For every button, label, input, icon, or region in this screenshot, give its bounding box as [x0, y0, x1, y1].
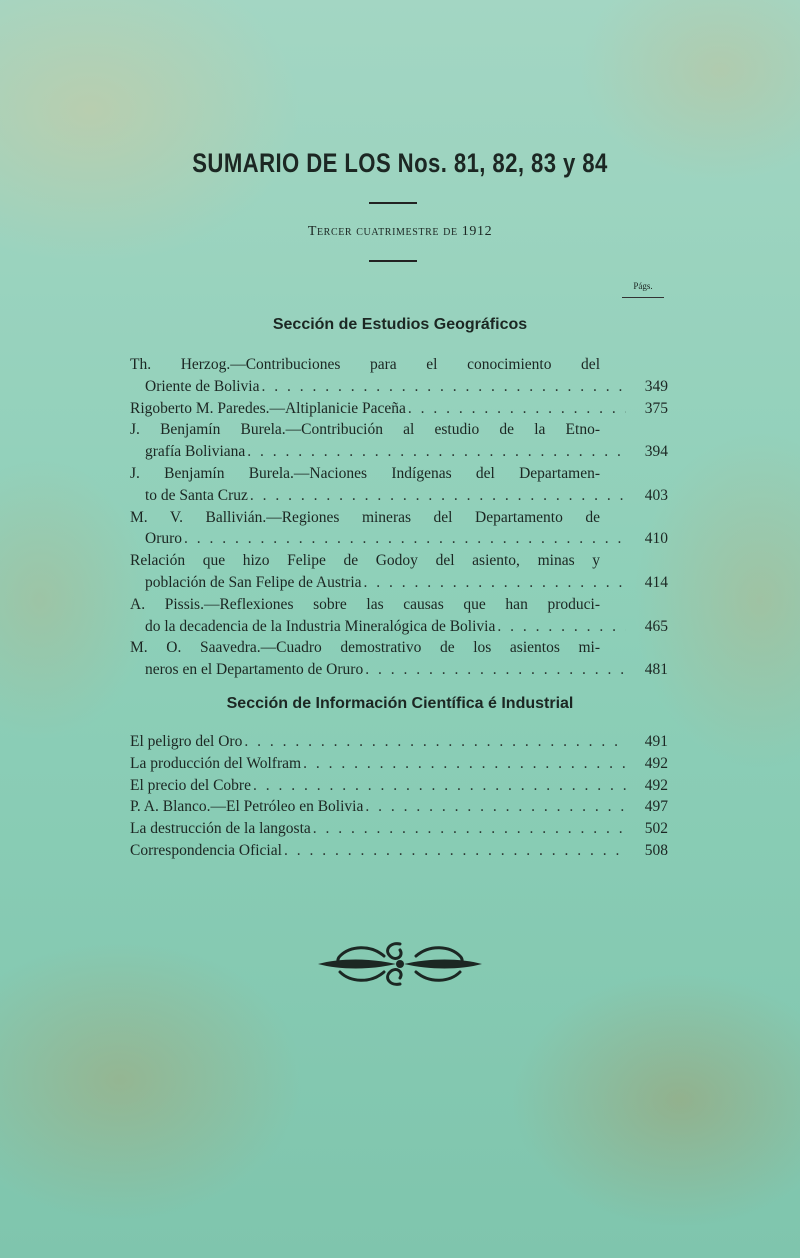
toc-page-number: 481 [644, 661, 668, 679]
toc-entry-text: M. O. Saavedra.—Cuadro demostrativo de los asientos mi- [130, 639, 600, 657]
subtitle-rule [369, 260, 417, 262]
dot-leader [365, 796, 626, 818]
toc-entry-text: Th. Herzog.—Contribuciones para el conocimiento del [130, 356, 600, 373]
toc-page-number: 497 [644, 798, 668, 816]
toc-entry-text: Relación que hizo Felipe de Godoy del asiento, minas y [130, 552, 600, 570]
toc-page-number: 465 [644, 617, 668, 635]
toc-entry-line [130, 731, 668, 753]
toc-entry-text: do la decadencia de la Industria Mineralógica de Bolivia [145, 617, 496, 635]
toc-entry-line [130, 572, 668, 594]
toc-entry-text: población de San Felipe de Austria [145, 573, 362, 591]
toc-entry-text: M. V. Ballivián.—Regiones mineras del Departamento de [130, 508, 600, 526]
toc-page-number: 492 [644, 754, 668, 772]
pages-column-label: Págs. [633, 281, 653, 291]
toc-page-number: 492 [644, 776, 668, 794]
subtitle-text: Tercer cuatrimestre de 1912 [307, 224, 493, 239]
toc-entry-text: Correspondencia Oficial [130, 841, 282, 859]
toc-entry-text: A. Pissis.—Reflexiones sobre las causas que han produci- [130, 595, 600, 613]
title-rule [369, 202, 417, 204]
toc-entry-line [130, 796, 668, 818]
dot-leader [244, 731, 626, 753]
toc-page-number: 394 [644, 443, 668, 461]
dot-leader [184, 528, 626, 550]
toc-page-number: 491 [644, 733, 668, 750]
page-title: SUMARIO DE LOS Nos. 81, 82, 83 y 84 [192, 148, 608, 178]
section-heading-geographic: Sección de Estudios Geográficos [272, 316, 528, 333]
dot-leader [303, 753, 626, 775]
toc-entry-text: to de Santa Cruz [145, 486, 248, 504]
toc-entry-text: La producción del Wolfram [130, 754, 302, 772]
toc-entry-line [130, 441, 668, 463]
dot-leader [313, 818, 626, 840]
toc-entry-line [130, 840, 668, 862]
subtitle [0, 224, 800, 240]
toc-page-number: 403 [644, 486, 668, 504]
toc-entry-text: J. Benjamín Burela.—Contribución al estudio de la Etno- [130, 421, 600, 439]
toc-entry-line [130, 485, 668, 507]
dot-leader [253, 775, 626, 797]
dot-leader [284, 840, 626, 862]
toc-page-number: 414 [644, 573, 668, 591]
toc-entry-text: La destrucción de la langosta [130, 820, 311, 838]
toc-entry-line [130, 528, 668, 550]
toc-page-number: 508 [644, 841, 668, 859]
dot-leader [250, 485, 626, 507]
toc-entry-text: Oriente de Bolivia [145, 377, 260, 395]
toc-entry-line [130, 398, 668, 420]
toc-entry-text: El peligro del Oro [130, 733, 243, 750]
toc-page-number: 502 [644, 820, 668, 838]
toc-entry-line [130, 775, 668, 797]
dot-leader [365, 659, 626, 681]
section-entries-scientific [130, 731, 668, 862]
pages-column-rule [622, 297, 664, 298]
toc-page-number: 410 [644, 530, 668, 548]
toc-entry-text: Oruro [145, 530, 183, 548]
toc-entry-text: Rigoberto M. Paredes.—Altiplanicie Paceña [130, 399, 406, 417]
dot-leader [247, 441, 626, 463]
toc-entry-line [130, 659, 668, 681]
toc-entry-text: grafía Boliviana [145, 443, 246, 461]
toc-page-number: 375 [644, 399, 668, 417]
dot-leader [364, 572, 626, 594]
dot-leader [408, 398, 626, 420]
toc-entry-text: J. Benjamín Burela.—Naciones Indígenas del Departamen- [130, 464, 600, 482]
toc-entry-text: neros en el Departamento de Oruro [145, 661, 364, 679]
toc-entry-line [130, 376, 668, 398]
dot-leader [262, 376, 627, 398]
toc-entry-text: P. A. Blanco.—El Petróleo en Bolivia [130, 798, 364, 816]
decorative-ornament-icon [310, 936, 490, 992]
toc-entry-line [130, 753, 668, 775]
section-entries-geographic [130, 354, 668, 681]
section-heading-scientific: Sección de Información Científica é Industrial [226, 695, 574, 712]
toc-page-number: 349 [644, 377, 668, 395]
toc-entry-text: El precio del Cobre [130, 776, 251, 794]
toc-entry-line [130, 818, 668, 840]
toc-entry-line [130, 616, 668, 638]
dot-leader [497, 616, 626, 638]
